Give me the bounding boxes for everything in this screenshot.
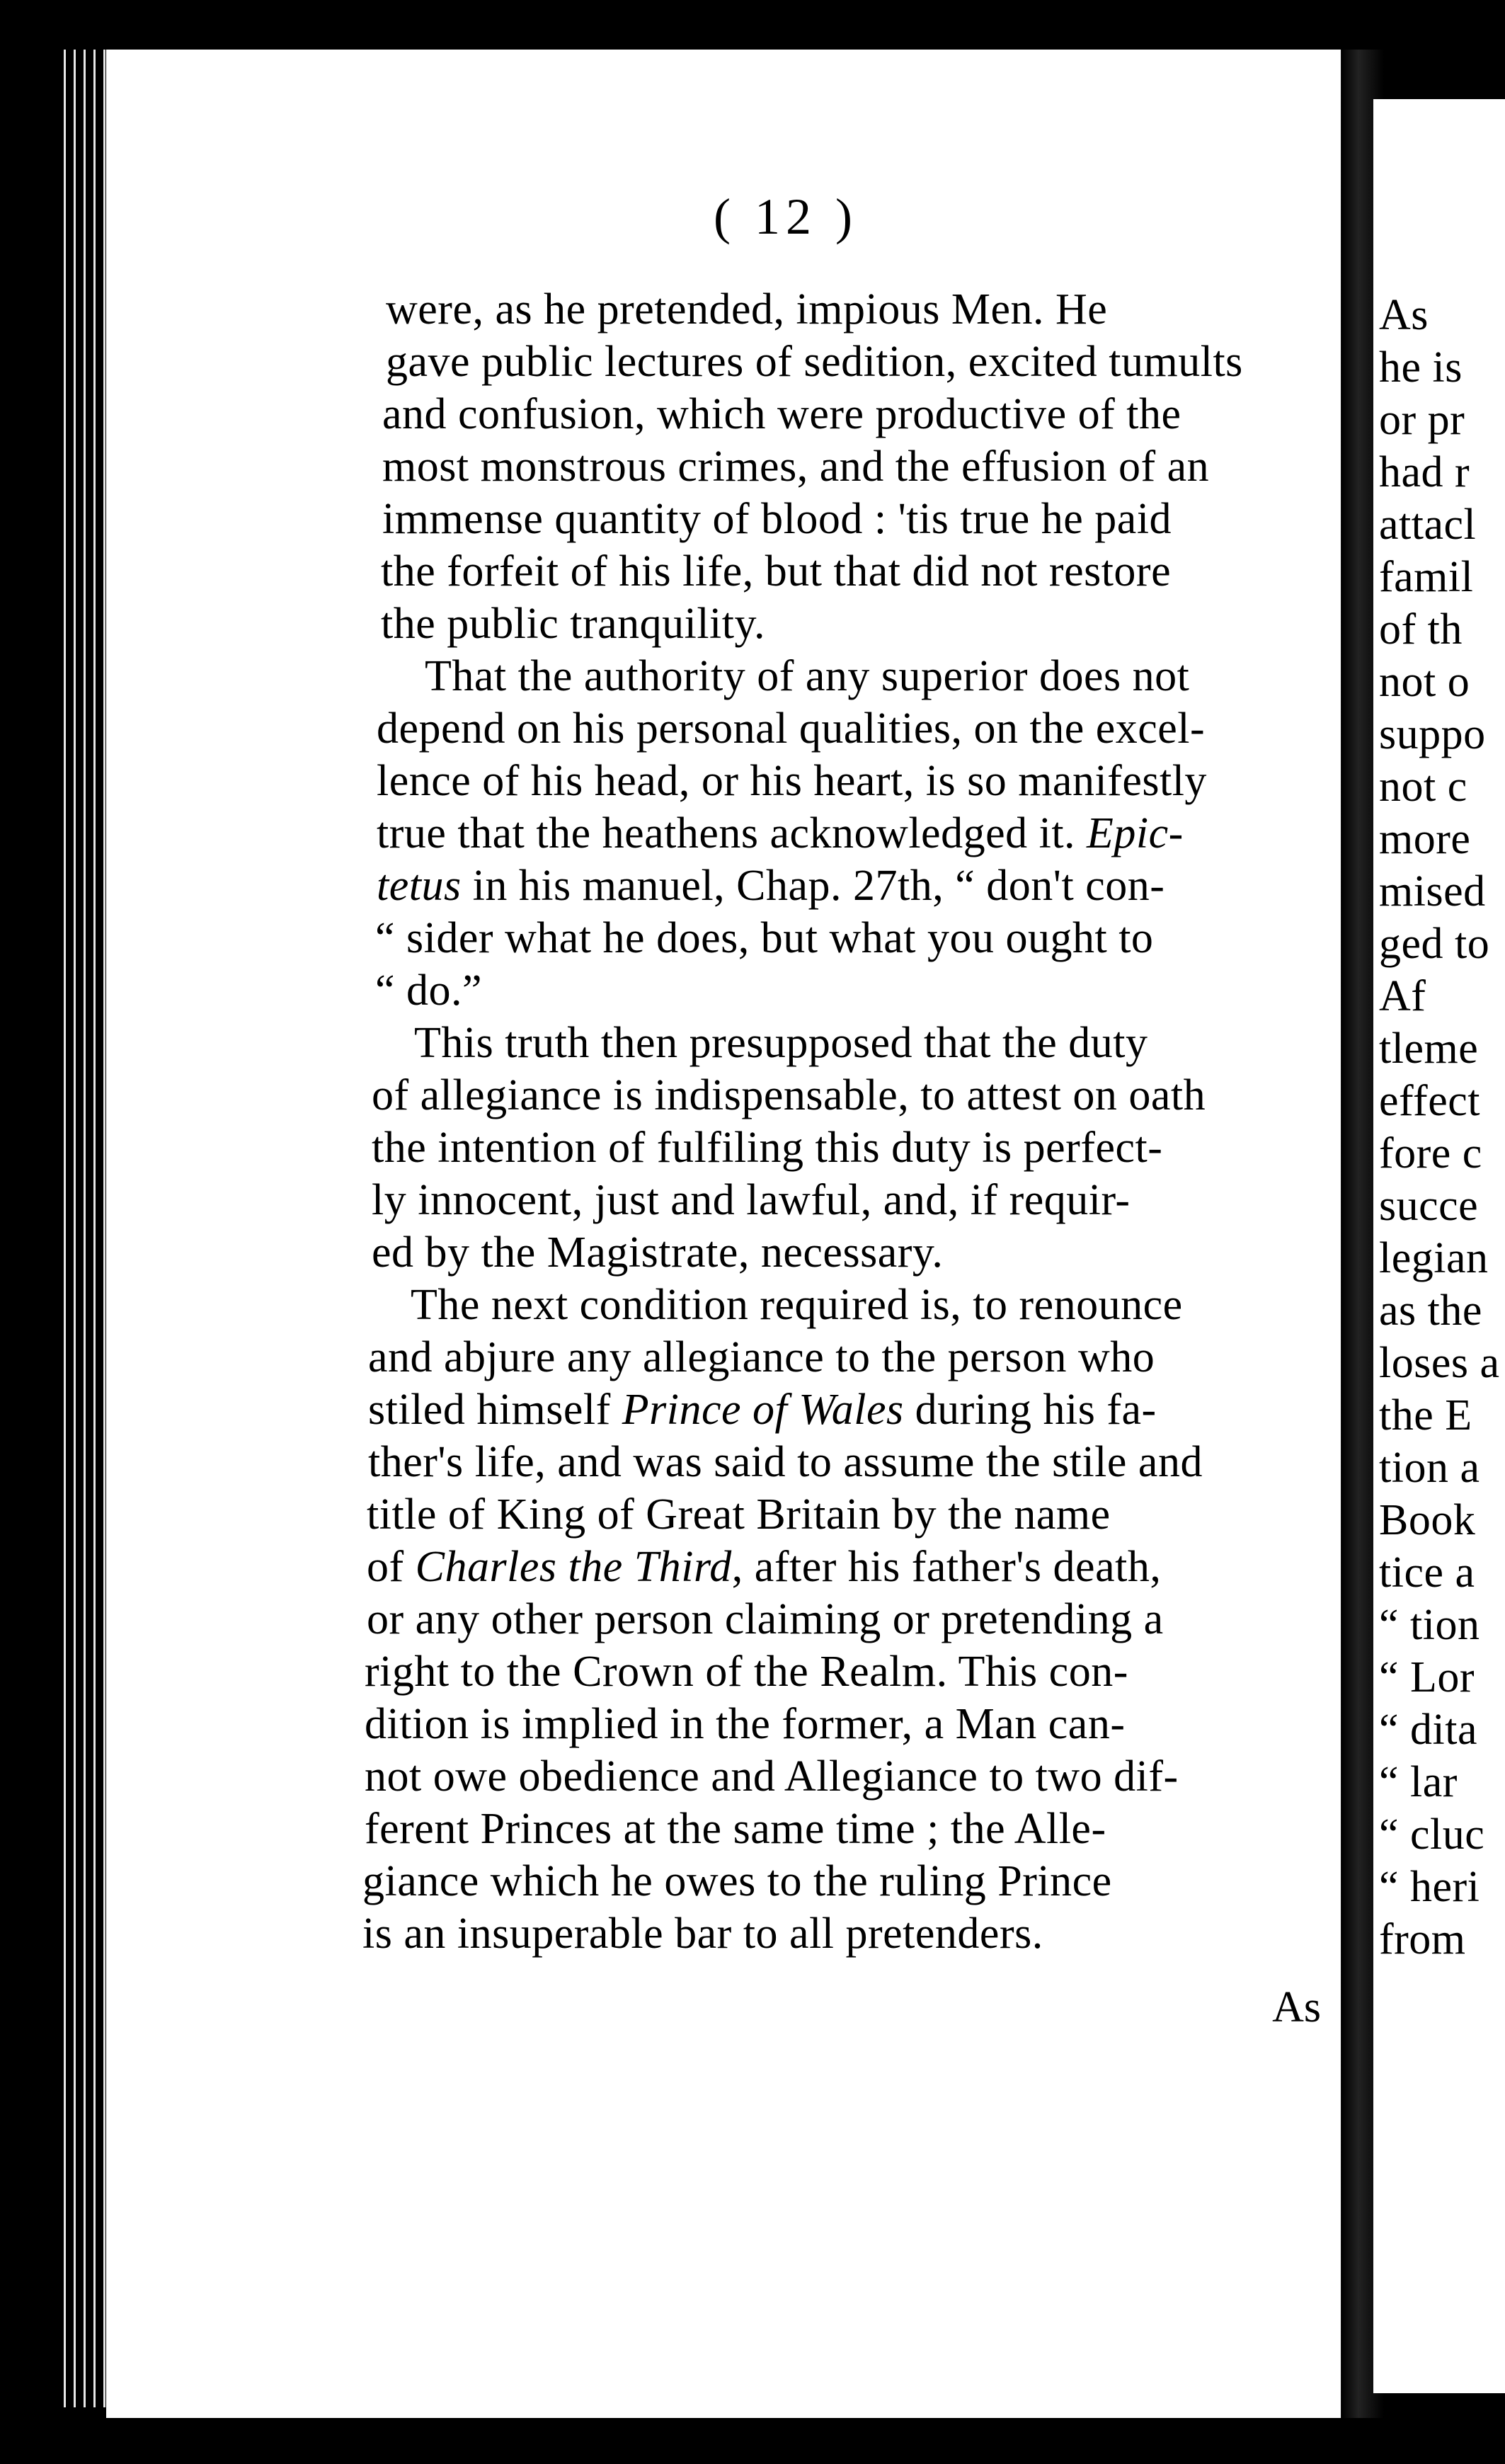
text-line: [377, 860, 1164, 912]
next-page-line: attacl: [1379, 501, 1477, 549]
text-line: [368, 1384, 1157, 1436]
next-page-line: “ cluc: [1379, 1810, 1485, 1859]
text-line: The next condition required is, to renounce: [411, 1281, 1183, 1329]
italic-name: Epic-: [1087, 809, 1184, 857]
next-page-line: had r: [1379, 448, 1470, 496]
text-line: of allegiance is indispensable, to attest on oath: [372, 1071, 1206, 1119]
next-page-line: famil: [1379, 553, 1474, 601]
text-line: ther's life, and was said to assume the stile and: [368, 1438, 1203, 1486]
text-line: giance which he owes to the ruling Prince: [362, 1857, 1112, 1905]
text-segment: stiled himself: [368, 1386, 611, 1434]
text-line: That the authority of any superior does not: [425, 652, 1190, 700]
text-line: “ sider what he does, but what you ought to: [375, 914, 1154, 962]
next-page-line: not o: [1379, 658, 1470, 706]
next-page-line: “ lar: [1379, 1758, 1458, 1806]
next-page-line: of th: [1379, 605, 1463, 654]
next-page-line: mised: [1379, 867, 1486, 916]
right-page-fragment: [1373, 99, 1505, 2393]
next-page-line: ged to: [1379, 920, 1490, 968]
next-page-line: from: [1379, 1915, 1466, 1963]
italic-name: Prince of Wales: [622, 1386, 904, 1434]
text-segment: , after his father's death,: [731, 1543, 1162, 1591]
text-line: depend on his personal qualities, on the excel-: [377, 705, 1206, 753]
next-page-line: “ tion: [1379, 1601, 1480, 1649]
text-line: [367, 1541, 1161, 1593]
text-line: dition is implied in the former, a Man can-: [365, 1700, 1126, 1748]
text-line: ly innocent, just and lawful, and, if requir-: [372, 1176, 1131, 1224]
text-line: This truth then presupposed that the duty: [414, 1019, 1148, 1067]
next-page-line: As: [1379, 291, 1429, 339]
text-line: immense quantity of blood : 'tis true he paid: [382, 495, 1172, 543]
text-segment: in his manuel, Chap. 27th, “ don't con-: [472, 862, 1165, 910]
text-line: and confusion, which were productive of the: [382, 390, 1181, 438]
next-page-line: the E: [1379, 1391, 1472, 1439]
next-page-line: legian: [1379, 1234, 1489, 1282]
next-page-line: tleme: [1379, 1025, 1479, 1073]
text-line: “ do.”: [375, 966, 483, 1015]
text-line: [377, 807, 1184, 860]
text-line: and abjure any allegiance to the person who: [368, 1333, 1155, 1381]
text-line: the intention of fulfiling this duty is perfect-: [372, 1124, 1163, 1172]
text-segment: true that the heathens acknowledged it.: [377, 809, 1076, 857]
text-line: were, as he pretended, impious Men. He: [386, 285, 1108, 333]
catchword: As: [1272, 1983, 1321, 2031]
next-page-line: Book: [1379, 1496, 1476, 1544]
next-page-line: as the: [1379, 1287, 1482, 1335]
next-page-line: suppo: [1379, 710, 1486, 758]
text-line: the public tranquility.: [381, 600, 765, 648]
next-page-line: he is: [1379, 343, 1463, 392]
next-page-line: more: [1379, 815, 1471, 863]
page-number: ( 12 ): [714, 188, 858, 245]
italic-name: tetus: [377, 862, 462, 910]
text-line: ed by the Magistrate, necessary.: [372, 1228, 944, 1277]
text-line: lence of his head, or his heart, is so manifestly: [377, 757, 1207, 805]
next-page-line: not c: [1379, 763, 1467, 811]
text-segment: of: [367, 1543, 404, 1591]
text-line: not owe obedience and Allegiance to two dif-: [365, 1752, 1179, 1801]
page-edges: [59, 50, 109, 2407]
italic-name: Charles the Third: [415, 1543, 732, 1591]
next-page-line: “ dita: [1379, 1706, 1477, 1754]
next-page-line: “ heri: [1379, 1863, 1480, 1911]
text-line: is an insuperable bar to all pretenders.: [362, 1910, 1043, 1958]
next-page-line: tion a: [1379, 1444, 1480, 1492]
next-page-line: fore c: [1379, 1129, 1482, 1177]
text-line: most monstrous crimes, and the effusion of an: [382, 443, 1210, 491]
text-line: title of King of Great Britain by the name: [367, 1490, 1111, 1539]
next-page-line: loses a: [1379, 1339, 1500, 1387]
next-page-line: or pr: [1379, 396, 1465, 444]
next-page-line: “ Lor: [1379, 1653, 1475, 1701]
next-page-line: tice a: [1379, 1548, 1475, 1597]
text-line: gave public lectures of sedition, excited tumults: [386, 338, 1243, 386]
text-line: the forfeit of his life, but that did not restore: [381, 547, 1172, 595]
next-page-line: Af: [1379, 972, 1426, 1020]
text-line: right to the Crown of the Realm. This con-: [365, 1648, 1128, 1696]
next-page-line: succe: [1379, 1182, 1479, 1230]
text-line: or any other person claiming or pretending a: [367, 1595, 1164, 1643]
next-page-line: effect: [1379, 1077, 1480, 1125]
text-segment: during his fa-: [915, 1386, 1157, 1434]
text-line: ferent Princes at the same time ; the Alle-: [365, 1805, 1106, 1853]
